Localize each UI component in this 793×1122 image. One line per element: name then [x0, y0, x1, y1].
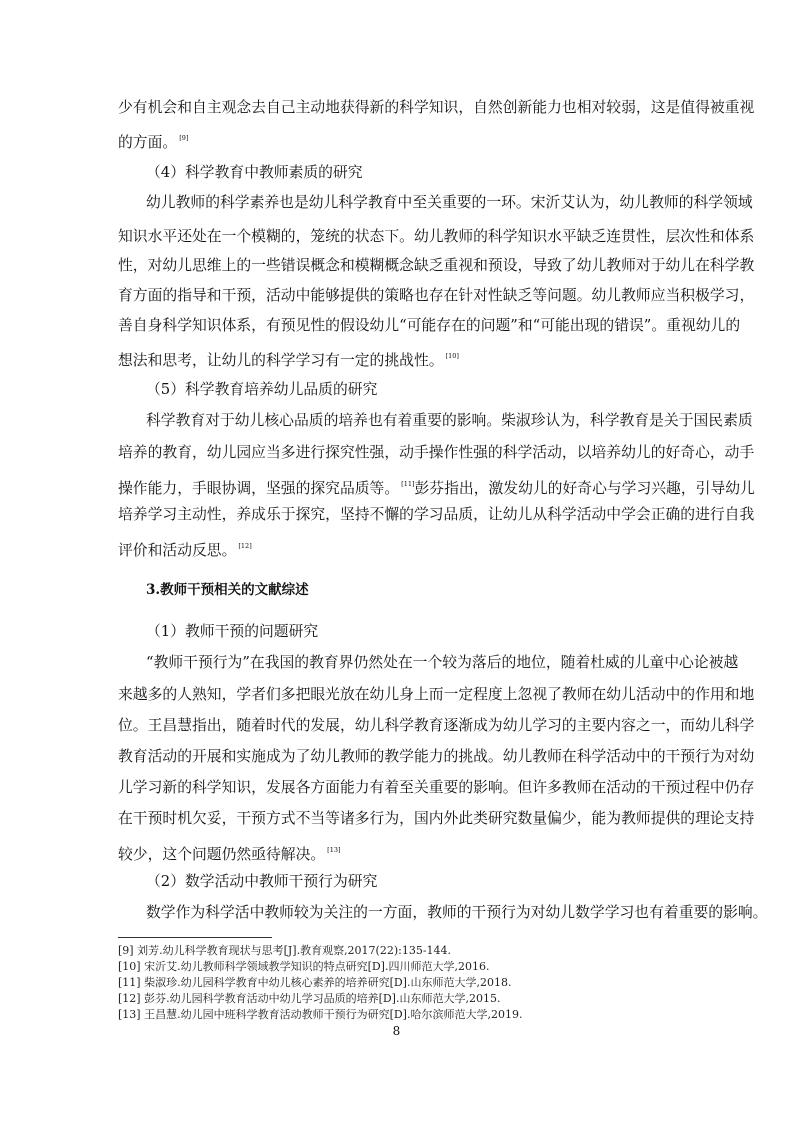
body-line: 在干预时机欠妥，干预方式不当等诸多行为，国内外此类研究数量偏少，能为教师提供的理论支持 [118, 810, 755, 827]
section-heading: 3.教师干预相关的文献综述 [146, 582, 309, 598]
footnote: [11] 柴淑珍.幼儿园科学教育中幼儿核心素养的培养研究[D].山东师范大学,2018. [118, 976, 512, 989]
body-line: 儿学习新的科学知识，发展各方面能力有着至关重要的影响。但许多教师在活动的干预过程中仍存 [118, 779, 755, 796]
footnote: [12] 彭芬.幼儿园科学教育活动中幼儿学习品质的培养[D].山东师范大学,2015. [118, 992, 501, 1005]
citation-ref: [9] [179, 134, 189, 142]
footnote-divider [118, 937, 272, 938]
body-line: 性，对幼儿思维上的一些错误概念和模糊概念缺乏重视和预设，导致了幼儿教师对于幼儿在科学教 [118, 257, 755, 274]
body-line: 来越多的人熟知，学者们多把眼光放在幼儿身上而一定程度上忽视了教师在幼儿活动中的作用和地 [118, 686, 755, 703]
line-text: 较少，这个问题仍然亟待解决。 [118, 846, 326, 863]
body-line [118, 536, 730, 561]
footnote: [10] 宋沂艾.幼儿教师科学领域教学知识的特点研究[D].四川师范大学,2016. [118, 960, 490, 973]
body-line: 善自身科学知识体系，有预见性的假设幼儿“可能存在的问题”和“可能出现的错误”。重视幼儿的 [118, 317, 741, 334]
line-text: 彭芬指出，激发幼儿的好奇心与学习兴趣，引导幼儿 [414, 480, 755, 497]
body-line: 幼儿教师的科学素养也是幼儿科学教育中至关重要的一环。宋沂艾认为，幼儿教师的科学领域 [146, 194, 753, 211]
body-line: 知识水平还处在一个模糊的，笼统的状态下。幼儿教师的科学知识水平缺乏连贯性，层次性和体系 [118, 228, 755, 245]
subheading: （1）教师干预的问题研究 [146, 623, 319, 640]
body-line [118, 128, 730, 153]
citation-ref: [13] [327, 846, 341, 854]
subheading: （4）科学教育中教师素质的研究 [146, 164, 363, 181]
line-text: 评价和活动反思。 [118, 542, 237, 559]
body-line [118, 840, 730, 865]
body-line: 育方面的指导和干预，活动中能够提供的策略也存在针对性缺乏等问题。幼儿教师应当积极学习， [118, 287, 755, 304]
subheading: （5）科学教育培养幼儿品质的研究 [146, 381, 378, 398]
line-text: 的方面。 [118, 134, 178, 151]
body-line: 教育活动的开展和实施成为了幼儿教师的教学能力的挑战。幼儿教师在科学活动中的干预行为对幼 [118, 748, 755, 765]
body-line [118, 346, 730, 371]
body-line: 少有机会和自主观念去自己主动地获得新的科学知识，自然创新能力也相对较弱，这是值得被重视 [118, 99, 755, 116]
body-line: 位。王昌慧指出，随着时代的发展，幼儿科学教育逐渐成为幼儿学习的主要内容之一，而幼儿科学 [118, 717, 755, 734]
citation-ref: [10] [445, 352, 459, 360]
citation-ref: [12] [238, 542, 252, 550]
line-text: 想法和思考，让幼儿的科学学习有一定的挑战性。 [118, 352, 444, 369]
body-line: 培养的教育，幼儿园应当多进行探究性强，动手操作性强的科学活动，以培养幼儿的好奇心，动手 [118, 444, 755, 461]
body-line [118, 474, 755, 499]
subheading: （2）数学活动中教师干预行为研究 [146, 873, 378, 890]
footnote: [13] 王昌慧.幼儿园中班科学教育活动教师干预行为研究[D].哈尔滨师范大学,2019. [118, 1008, 523, 1021]
page-number: 8 [392, 1024, 401, 1038]
body-line: “教师干预行为”在我国的教育界仍然处在一个较为落后的地位，随着杜威的儿童中心论被越 [146, 654, 739, 671]
body-line: 数学作为科学活中教师较为关注的一方面，教师的干预行为对幼儿数学学习也有着重要的影响。 [146, 904, 768, 921]
line-text: 操作能力，手眼协调，坚强的探究品质等。 [118, 480, 400, 497]
citation-ref: [11] [401, 480, 415, 488]
footnote: [9] 刘芳.幼儿科学教育现状与思考[J].教育观察,2017(22):135-144. [118, 944, 452, 957]
body-line: 科学教育对于幼儿核心品质的培养也有着重要的影响。柴淑珍认为，科学教育是关于国民素质 [146, 412, 753, 429]
body-line: 培养学习主动性，养成乐于探究，坚持不懈的学习品质，让幼儿从科学活动中学会正确的进行自我 [118, 506, 755, 523]
